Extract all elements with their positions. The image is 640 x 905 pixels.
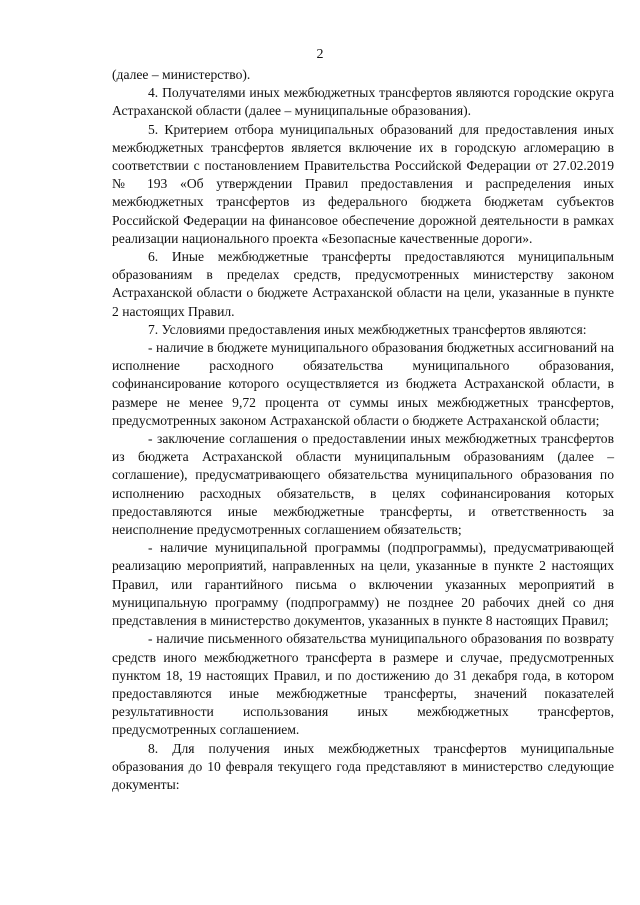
paragraph-item-7: 7. Условиями предоставления иных межбюджетных трансфертов являются: — [148, 321, 587, 337]
document-body — [112, 66, 614, 794]
paragraph-item-5: 5. Критерием отбора муниципальных образований для предоставления иных межбюджетных трансфертов является включение их в городскую агломерацию в соответствии с постановлением Правительства Российской Федерации от 27.02.2019 № 193 «Об утверждении Правил предоставления и распределения иных межбюджетных трансфертов из федерального бюджета бюджетам субъектов Российской Федерации на финансовое обеспечение дорожной деятельности в рамках реализации национального проекта «Безопасные качественные дороги». — [112, 121, 614, 246]
condition-bullet-budget: - наличие в бюджете муниципального образования бюджетных ассигнований на исполнение расходного обязательства муниципального образования, софинансирование которого осуществляется из бюджета Астраханской области, в размере не менее 9,72 процента от суммы иных межбюджетных трансфертов, предусмотренных законом Астраханской области о бюджете Астраханской области; — [112, 340, 614, 428]
paragraph-continuation: (далее – министерство). — [112, 67, 251, 82]
condition-bullet-obligation: - наличие письменного обязательства муниципального образования по возврату средств иного межбюджетного трансферта в размере и случае, предусмотренных пунктом 18, 19 настоящих Правил, и по достижению до 31 декабря года, в котором предоставляются иные межбюджетные трансферты, значений показателей результативности использования иных межбюджетных трансфертов, предусмотренных соглашением. — [112, 631, 614, 738]
condition-bullet-agreement: - заключение соглашения о предоставлении иных межбюджетных трансфертов из бюджета Астраханской области муниципальным образованиям (далее – соглашение), предусматривающего обязательства муниципального образования по исполнению расходных обязательств, в целях софинансирования которых предоставляются иные межбюджетные трансферты, и ответственность за неисполнение предусмотренных соглашением обязательств; — [112, 431, 614, 538]
page-number: 2 — [316, 47, 324, 62]
paragraph-item-4: 4. Получателями иных межбюджетных трансфертов являются городские округа Астраханской области (далее – муниципальные образования). — [112, 85, 614, 119]
paragraph-item-8: 8. Для получения иных межбюджетных трансфертов муниципальные образования до 10 февраля текущего года представляют в министерство следующие документы: — [112, 740, 614, 792]
paragraph-item-6: 6. Иные межбюджетные трансферты предоставляются муниципальным образованиям в пределах средств, предусмотренных министерству законом Астраханской области о бюджете Астраханской области на цели, указанные в пункте 2 настоящих Правил. — [112, 249, 614, 319]
condition-bullet-program: - наличие муниципальной программы (подпрограммы), предусматривающей реализацию мероприятий, направленных на цели, указанные в пункте 2 настоящих Правил, или гарантийного письма о включении указанных мероприятий в муниципальную программу (подпрограмму) не позднее 20 рабочих дней со дня представления в министерство документов, указанных в пункте 8 настоящих Правил; — [112, 540, 614, 629]
